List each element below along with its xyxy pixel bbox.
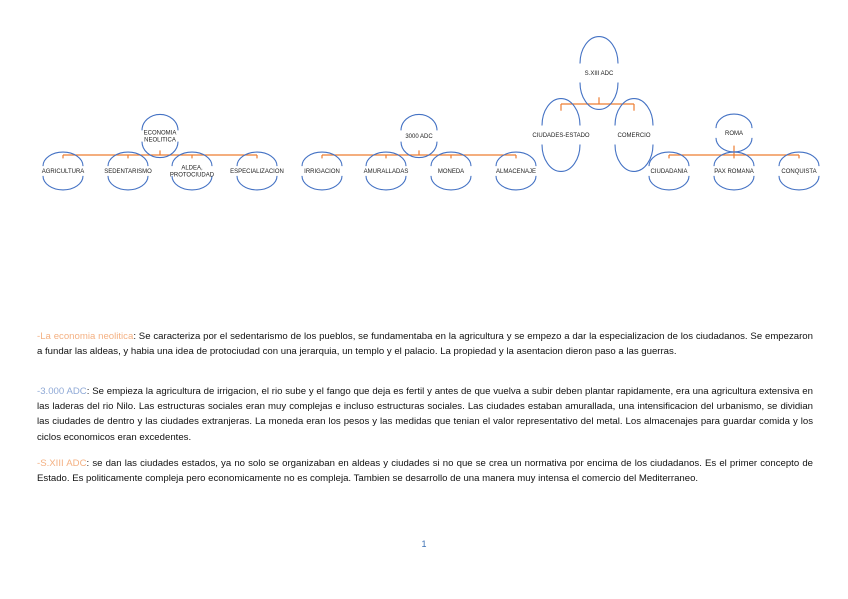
node-arc-bottom: [43, 176, 83, 190]
node-label: PAX ROMANA: [714, 169, 754, 175]
node-arc-top: [779, 152, 819, 166]
node-arc-bottom: [714, 176, 754, 190]
node-arc-top: [716, 114, 752, 128]
paragraph-heading-3000-adc: -3.000 ADC: [37, 386, 87, 397]
node-label: PROTOCIUDAD: [169, 172, 215, 179]
node-arc-top: [401, 114, 437, 130]
node-arc-top: [431, 152, 471, 166]
node-label: ROMA: [725, 131, 743, 137]
node-arc-bottom: [649, 176, 689, 190]
node-arc-top: [43, 152, 83, 166]
node-arc-bottom: [237, 176, 277, 190]
node-arc-bottom: [431, 176, 471, 190]
node-arc-top: [172, 152, 212, 166]
node-arc-top: [142, 114, 178, 130]
paragraph-economia-neolitica: [37, 329, 813, 359]
page-number: 1: [421, 539, 427, 549]
node-label: IRRIGACION: [304, 169, 340, 175]
node-label: MONEDA: [437, 169, 465, 175]
node-arc-top: [580, 37, 618, 64]
paragraph-sxiii-adc: [37, 456, 813, 486]
node-label: NEOLITICA: [144, 137, 176, 144]
paragraph-heading-sxiii-adc: -S.XIII ADC: [37, 458, 87, 469]
node-label: 3000 ADC: [405, 134, 433, 140]
paragraph-heading-economia-neolitica: -La economia neolitica: [37, 331, 134, 342]
node-label: CIUDADES-ESTADO: [532, 133, 590, 139]
node-label: COMERCIO: [617, 133, 651, 139]
node-arc-bottom: [302, 176, 342, 190]
node-label: AGRICULTURA: [41, 169, 85, 175]
node-arc-top: [615, 99, 653, 126]
node-arc-bottom: [779, 176, 819, 190]
paragraph-body-sxiii-adc: : se dan las ciudades estados, ya no solo se organizaban en aldeas y ciudades si no que se crea un normativa por encima de los ciudadanos. Es el primer concepto de Estado. Es politicamente compleja pero economicamente no es compleja. Tambien se desarrollo de una manera muy intensa el comercio del Mediterraneo.: [37, 458, 813, 485]
node-label: CIUDADANIA: [650, 169, 688, 175]
node-label: S.XIII ADC: [584, 71, 614, 77]
node-arc-top: [108, 152, 148, 166]
node-label: ECONOMIA: [143, 130, 177, 137]
paragraph-3000-adc: [37, 384, 813, 445]
node-arc-top: [237, 152, 277, 166]
node-arc-bottom: [542, 144, 580, 171]
node-label: ESPECIALIZACION: [230, 169, 284, 175]
node-label: AMURALLADAS: [363, 169, 409, 175]
node-arc-bottom: [108, 176, 148, 190]
node-arc-bottom: [366, 176, 406, 190]
paragraph-body-economia-neolitica: : Se caracteriza por el sedentarismo de los pueblos, se fundamentaba en la agricultura y se empezo a dar la especializacion de los ciudadanos. Se empezaron a fundar las aldeas, y habia una idea de protociudad con una jerarquia, un templo y el palacio. La propiedad y la asentacion dieron paso a las guerras.: [37, 331, 813, 358]
node-label: SEDENTARISMO: [104, 169, 152, 175]
node-arc-bottom: [496, 176, 536, 190]
node-arc-top: [542, 99, 580, 126]
node-arc-top: [366, 152, 406, 166]
paragraph-body-3000-adc: : Se empieza la agricultura de irrigacion, el rio sube y el fango que deja es fertil y antes de que vuelva a subir deben plantar rapidamente, era una agricultura extensiva en las laderas del rio Nilo. Las estructuras sociales eran muy complejas e incluso estructuras sociales. Las ciudades estaban amurallada, una intensificacion del urbanismo, se dividian las ciudades de dentro y las ciudades extranjeras. La moneda eran los pesos y las medidas que tenian el valor representativo del metal. Los almacenajes para guardar comida y los ciclos economicos eran excedentes.: [37, 386, 813, 443]
node-arc-top: [302, 152, 342, 166]
node-label: CONQUISTA: [781, 169, 817, 175]
node-arc-bottom: [580, 82, 618, 109]
node-arc-bottom: [615, 144, 653, 171]
node-arc-top: [496, 152, 536, 166]
node-arc-top: [649, 152, 689, 166]
node-label: ALDEA,: [181, 165, 203, 172]
node-label: ALMACENAJE: [495, 169, 537, 175]
